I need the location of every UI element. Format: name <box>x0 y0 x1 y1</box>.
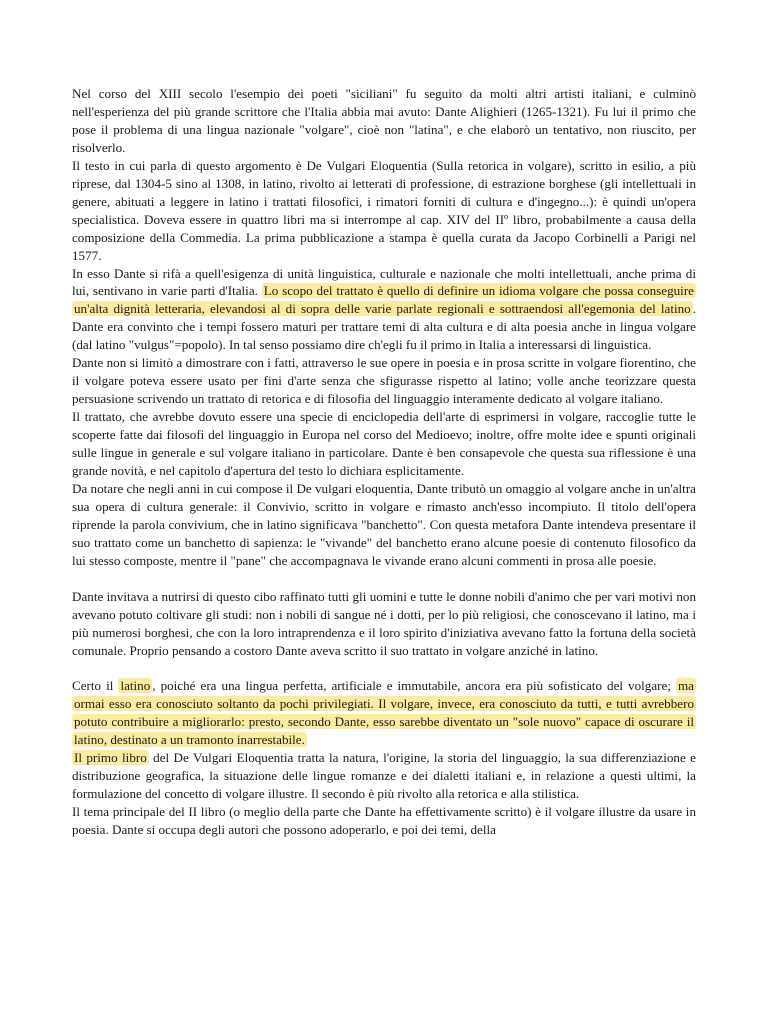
paragraph <box>72 749 696 803</box>
highlighted-text: ma ormai esso era conosciuto soltanto da pochi privilegiati. Il volgare, invece, era conosciuto da tutti, e tutti avrebbero potuto contribuire a migliorarlo: presto, secondo Dante, esso sarebbe diventato un "sole nuovo" capace di oscurare il latino, destinato a un tramonto inarrestabile. <box>74 678 694 748</box>
paragraph <box>72 157 696 265</box>
text-span: Certo il <box>72 678 119 694</box>
highlighted-text: Lo scopo del trattato è quello di definire un idioma volgare che possa conseguire un'alta dignità letteraria, elevandosi al di sopra delle varie parlate regionali e sottraendosi all'egemonia del latino <box>74 283 694 317</box>
text-span: Il testo in cui parla di questo argomento è De Vulgari Eloquentia (Sulla retorica in volgare), scritto in esilio, a più riprese, dal 1304-5 sino al 1308, in latino, rivolto ai letterati di professione, di estrazione borghese (gli intellettuali in genere, abituati a leggere in latino i trattati filosofici, i rimatori forniti di cultura e d'ingegno...): è quindi un'opera specialistica. Doveva essere in quattro libri ma si interrompe al cap. XIV del IIº libro, probabilmente a causa della composizione della Commedia. La prima pubblicazione a stampa è quella curata da Jacopo Corbinelli a Parigi nel 1577. <box>72 157 696 263</box>
highlighted-text: Il primo libro <box>74 750 147 766</box>
text-span: Il tema principale del II libro (o meglio della parte che Dante ha effettivamente scritto) è il volgare illustre da usare in poesia. Dante si occupa degli autori che possono adoperarlo, e poi dei temi, della <box>72 804 696 838</box>
paragraph <box>72 677 696 749</box>
highlighted-text: latino <box>120 678 151 694</box>
text-span: . Dante era convinto che i tempi fossero maturi per trattare temi di alta cultura e di alta poesia anche in lingua volgare (dal latino "vulgus"=popolo). In tal senso possiamo dire ch'egli fu il primo in Italia a interessarsi di linguistica. <box>72 301 696 353</box>
paragraph <box>72 85 696 157</box>
text-span: In esso Dante si rifà a quell'esigenza di unità linguistica, culturale e nazionale che molti intellettuali, anche prima di lui, sentivano in varie parti d'Italia. <box>72 265 696 299</box>
text-span: Da notare che negli anni in cui compose il De vulgari eloquentia, Dante tributò un omaggio al volgare anche in un'altra sua opera di cultura generale: il Convivio, scritto in volgare e rimasto anch'esso incompiuto. Il titolo dell'opera riprende la parola convivium, che in latino significava "banchetto". Con questa metafora Dante intendeva presentare il suo trattato come un banchetto di sapienza: le "vivande" del banchetto erano alcune poesie di contenuto filosofico da lui stesso composte, mentre il "pane" che accompagnava le vivande erano alcuni commenti in prosa alle poesie. <box>72 480 696 568</box>
paragraph <box>72 354 696 408</box>
paragraph <box>72 588 696 660</box>
text-span: , poiché era una lingua perfetta, artificiale e immutabile, ancora era più sofisticato del volgare; <box>152 678 676 694</box>
text-span: Dante non si limitò a dimostrare con i fatti, attraverso le sue opere in poesia e in prosa scritte in volgare fiorentino, che il volgare poteva essere usato per fini d'arte senza che sfigurasse rispetto al latino; volle anche teorizzare questa persuasione scrivendo un trattato di retorica e di filosofia del linguaggio interamente dedicato al volgare italiano. <box>72 355 696 407</box>
paragraph <box>72 265 696 355</box>
text-span: del De Vulgari Eloquentia tratta la natura, l'origine, la storia del linguaggio, la sua differenziazione e distribuzione geografica, la situazione delle lingue romanze e dei dialetti italiani e, in relazione a questi ultimi, la formulazione del concetto di volgare illustre. Il secondo è più rivolto alla retorica e alla stilistica. <box>72 750 696 802</box>
text-span: Nel corso del XIII secolo l'esempio dei poeti "siciliani" fu seguito da molti altri artisti italiani, e culminò nell'esperienza del più grande scrittore che l'Italia abbia mai avuto: Dante Alighieri (1265-1321). Fu lui il primo che pose il problema di una lingua nazionale "volgare", cioè non "latina", e che elaborò un tentativo, non riuscito, per risolverlo. <box>72 86 696 155</box>
paragraph <box>72 803 696 839</box>
text-span: Dante invitava a nutrirsi di questo cibo raffinato tutti gli uomini e tutte le donne nobili d'animo che per vari motivi non avevano potuto coltivare gli studi: non i nobili di sangue né i dotti, per lo più religiosi, che conoscevano il latino, ma i più numerosi borghesi, che con la loro intraprendenza e il loro spirito d'iniziativa avevano fatto la fortuna della società comunale. Proprio pensando a costoro Dante aveva scritto il suo trattato in volgare anziché in latino. <box>72 588 696 658</box>
document-body <box>72 85 696 839</box>
paragraph <box>72 408 696 480</box>
paragraph <box>72 480 696 570</box>
text-span: Il trattato, che avrebbe dovuto essere una specie di enciclopedia dell'arte di esprimersi in volgare, raccoglie tutte le scoperte fatte dai filosofi del linguaggio in Europa nel corso del Medioevo; inoltre, offre molte idee e spunti originali sulle lingue in generale e sul volgare italiano in particolare. Dante è ben consapevole che questa sua riflessione è una grande novità, e nel capitolo d'apertura del testo lo dichiara esplicitamente. <box>72 409 696 479</box>
